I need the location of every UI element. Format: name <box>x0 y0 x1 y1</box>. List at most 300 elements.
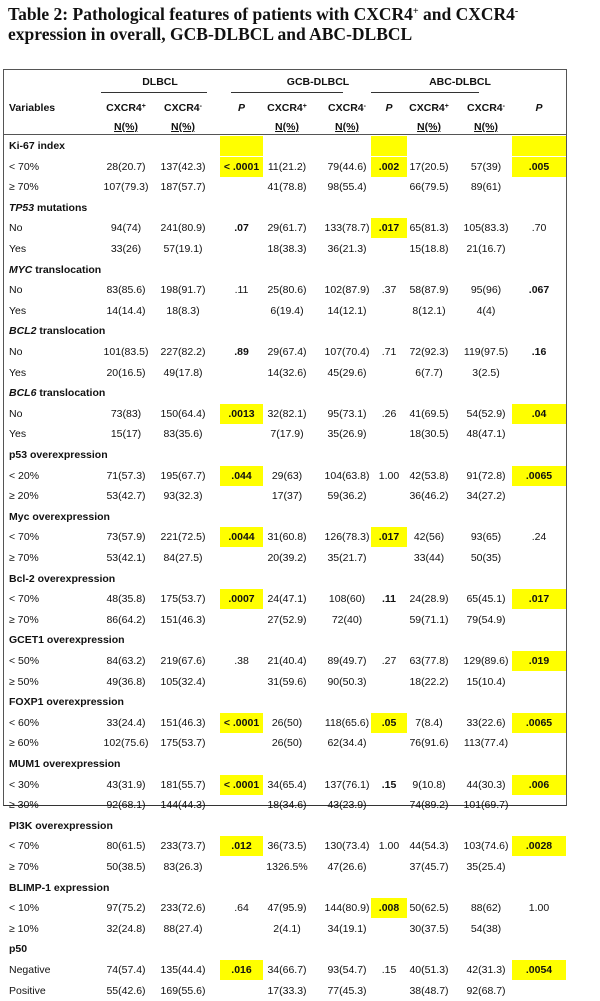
count-percent: 219(67.6) <box>160 655 206 667</box>
count-percent: 15(18.8) <box>409 243 449 255</box>
count-percent: 37(45.7) <box>409 861 449 873</box>
count-percent: 38(48.7) <box>409 984 449 997</box>
p-value: .0065 <box>512 466 566 486</box>
p-value <box>512 981 566 1001</box>
count-percent: 32(24.8) <box>106 922 146 935</box>
p-value <box>220 919 263 939</box>
p-value: .017 <box>512 589 566 609</box>
count-percent: 20(16.5) <box>106 366 146 379</box>
p-value: < .0001 <box>220 713 263 733</box>
count-percent: 169(55.6) <box>160 984 206 997</box>
count-percent: 18(34.6) <box>267 799 307 812</box>
count-percent: 86(64.2) <box>106 613 146 626</box>
row-label: ≥ 20% <box>9 490 39 503</box>
count-percent: 15(17) <box>110 428 142 441</box>
section-header-row <box>4 754 568 774</box>
count-percent: 41(78.8) <box>267 181 307 194</box>
p-value <box>512 672 566 692</box>
count-percent: 65(81.3) <box>409 222 449 235</box>
count-percent: 105(32.4) <box>160 675 206 688</box>
count-percent: 150(64.4) <box>160 407 206 420</box>
row-label: ≥ 50% <box>9 675 39 688</box>
count-percent: 175(53.7) <box>160 593 206 606</box>
p-value <box>512 177 566 197</box>
count-percent: 34(27.2) <box>466 490 506 503</box>
count-percent: 88(62) <box>470 902 502 915</box>
p-value <box>512 301 566 321</box>
count-percent: 83(26.3) <box>163 861 203 873</box>
section-header-row <box>4 198 568 218</box>
count-percent: 44(30.3) <box>466 778 506 791</box>
count-percent: 27(52.9) <box>267 613 307 626</box>
section-label: PI3K overexpression <box>9 819 113 832</box>
p-value: .0044 <box>220 527 263 547</box>
p-value <box>512 610 566 630</box>
count-percent: 144(44.3) <box>160 799 206 812</box>
header-gcb-p: P <box>385 102 393 114</box>
section-label: MYC translocation <box>9 263 102 276</box>
count-percent: 21(40.4) <box>267 655 307 667</box>
count-percent: 18(8.3) <box>166 304 200 317</box>
p-value: .012 <box>220 836 263 856</box>
count-percent: 79(54.9) <box>466 613 506 626</box>
count-percent: 89(49.7) <box>327 655 367 667</box>
count-percent: 25(80.6) <box>267 284 307 297</box>
count-percent: 102(87.9) <box>324 284 370 297</box>
p-value: .26 <box>381 407 397 420</box>
count-percent: 74(89.2) <box>409 799 449 812</box>
p-value: .07 <box>234 222 249 235</box>
count-percent: 105(83.3) <box>463 222 509 235</box>
count-percent: 48(35.8) <box>106 593 146 606</box>
p-value <box>512 239 566 259</box>
count-percent: 95(96) <box>470 284 502 297</box>
p-value: .70 <box>531 222 547 235</box>
count-percent: 11(21.2) <box>267 160 307 173</box>
p-value <box>220 733 263 753</box>
row-label: ≥ 70% <box>9 181 39 194</box>
count-percent: 104(63.8) <box>324 469 370 482</box>
p-value: .044 <box>220 466 263 486</box>
row-label: ≥ 30% <box>9 799 39 812</box>
count-percent: 84(27.5) <box>163 552 203 564</box>
row-label: Yes <box>9 428 27 441</box>
row-label: < 10% <box>9 902 40 915</box>
p-value <box>512 919 566 939</box>
table-row <box>4 157 568 177</box>
count-percent: 54(52.9) <box>466 407 506 420</box>
subheader-npct: N(%) <box>171 121 195 133</box>
count-percent: 93(32.3) <box>163 490 203 503</box>
p-value: .37 <box>381 284 397 297</box>
count-percent: 14(14.4) <box>106 304 146 317</box>
p-value-highlight <box>512 136 566 156</box>
count-percent: 241(80.9) <box>160 222 206 235</box>
count-percent: 29(63) <box>271 469 303 482</box>
p-value: .017 <box>371 527 407 547</box>
count-percent: 15(10.4) <box>466 675 506 688</box>
table-row <box>4 713 568 733</box>
count-percent: 4(4) <box>476 304 496 317</box>
p-value <box>220 301 263 321</box>
section-label: Bcl-2 overexpression <box>9 572 116 585</box>
count-percent: 108(60) <box>328 593 366 606</box>
row-label: < 60% <box>9 716 40 729</box>
count-percent: 198(91.7) <box>160 284 206 297</box>
p-value: < .0001 <box>220 775 263 795</box>
count-percent: 53(42.7) <box>106 490 146 503</box>
p-value: .008 <box>371 898 407 918</box>
count-percent: 6(7.7) <box>415 366 443 379</box>
count-percent: 55(42.6) <box>106 984 146 997</box>
row-label: ≥ 70% <box>9 613 39 626</box>
count-percent: 113(77.4) <box>463 737 509 750</box>
p-value: .16 <box>531 346 547 358</box>
count-percent: 29(61.7) <box>267 222 307 235</box>
table-row <box>4 836 568 856</box>
count-percent: 33(26) <box>110 243 142 255</box>
count-percent: 89(61) <box>470 181 502 194</box>
count-percent: 233(72.6) <box>160 902 206 915</box>
count-percent: 18(38.3) <box>267 243 307 255</box>
row-label: < 70% <box>9 840 40 853</box>
section-label: TP53 mutations <box>9 201 88 214</box>
count-percent: 84(63.2) <box>106 655 146 667</box>
p-value: .64 <box>234 902 249 915</box>
count-percent: 17(33.3) <box>267 984 307 997</box>
count-percent: 57(19.1) <box>163 243 203 255</box>
title-sup-minus: - <box>514 6 519 17</box>
section-label: FOXP1 overexpression <box>9 696 124 709</box>
table-row <box>4 301 568 321</box>
p-value: .11 <box>381 593 397 606</box>
count-percent: 35(21.7) <box>327 552 367 564</box>
count-percent: 80(61.5) <box>106 840 146 853</box>
section-label: BLIMP-1 expression <box>9 881 110 894</box>
section-label: Ki-67 index <box>9 140 66 152</box>
section-header-row <box>4 136 568 156</box>
p-value: .05 <box>371 713 407 733</box>
count-percent: 93(65) <box>470 531 502 544</box>
section-header-row <box>4 321 568 341</box>
p-value <box>220 857 263 877</box>
p-value <box>512 857 566 877</box>
table-row <box>4 589 568 609</box>
table-row <box>4 424 568 444</box>
count-percent: 26(50) <box>271 716 303 729</box>
table-row <box>4 466 568 486</box>
header-gcb-cxcr4-pos: CXCR4+ <box>267 102 307 114</box>
count-percent: 92(68.7) <box>466 984 506 997</box>
p-value: .71 <box>381 346 397 358</box>
count-percent: 18(22.2) <box>409 675 449 688</box>
subheader-npct: N(%) <box>474 121 498 133</box>
table-row <box>4 342 568 362</box>
count-percent: 107(79.3) <box>103 181 149 194</box>
count-percent: 6(19.4) <box>270 304 304 317</box>
row-label: < 20% <box>9 469 40 482</box>
count-percent: 95(73.1) <box>327 407 367 420</box>
table-row <box>4 177 568 197</box>
count-percent: 33(22.6) <box>466 716 506 729</box>
table-row <box>4 775 568 795</box>
p-value: .15 <box>381 778 397 791</box>
p-value <box>220 795 263 815</box>
count-percent: 34(65.4) <box>267 778 307 791</box>
count-percent: 36(46.2) <box>409 490 449 503</box>
count-percent: 20(39.2) <box>267 552 307 564</box>
p-value <box>220 981 263 1001</box>
subheader-npct: N(%) <box>335 121 359 133</box>
group-underline-dlbcl <box>101 92 207 93</box>
count-percent: 48(47.1) <box>466 428 506 441</box>
header-divider <box>4 134 566 135</box>
row-label: ≥ 60% <box>9 737 39 750</box>
title-text-suffix: expression in overall, GCB-DLBCL and ABC-DLBCL <box>8 24 413 44</box>
p-value <box>512 733 566 753</box>
count-percent: 76(91.6) <box>409 737 449 750</box>
count-percent: 181(55.7) <box>160 778 206 791</box>
table-row <box>4 857 568 877</box>
count-percent: 54(38) <box>470 922 502 935</box>
section-label: p50 <box>9 943 28 956</box>
p-value: .11 <box>234 284 249 297</box>
count-percent: 119(97.5) <box>463 346 509 358</box>
count-percent: 36(21.3) <box>327 243 367 255</box>
table-row <box>4 651 568 671</box>
count-percent: 92(68.1) <box>106 799 146 812</box>
count-percent: 79(44.6) <box>327 160 367 173</box>
header-dlbcl-cxcr4-pos: CXCR4+ <box>106 102 146 114</box>
p-value: .017 <box>371 218 407 238</box>
count-percent: 88(27.4) <box>163 922 203 935</box>
count-percent: 21(16.7) <box>466 243 506 255</box>
table-row <box>4 218 568 238</box>
count-percent: 74(57.4) <box>106 964 146 976</box>
count-percent: 7(8.4) <box>415 716 443 729</box>
p-value: .24 <box>531 531 547 544</box>
group-header-abc: ABC-DLBCL <box>429 76 491 88</box>
group-header-dlbcl: DLBCL <box>142 76 178 88</box>
p-value-highlight <box>371 136 407 156</box>
title-text: Table 2: Pathological features of patients with CXCR4 <box>8 4 413 24</box>
count-percent: 195(67.7) <box>160 469 206 482</box>
count-percent: 57(39) <box>470 160 502 173</box>
count-percent: 49(17.8) <box>163 366 203 379</box>
count-percent: 7(17.9) <box>270 428 304 441</box>
p-value <box>512 363 566 383</box>
count-percent: 227(82.2) <box>160 346 206 358</box>
count-percent: 8(12.1) <box>412 304 446 317</box>
section-header-row <box>4 445 568 465</box>
section-label: GCET1 overexpression <box>9 634 125 647</box>
p-value <box>220 177 263 197</box>
count-percent: 14(12.1) <box>327 304 367 317</box>
title-text-middle: and CXCR4 <box>418 4 515 24</box>
table-row <box>4 733 568 753</box>
section-header-row <box>4 692 568 712</box>
count-percent: 42(31.3) <box>466 964 506 976</box>
section-label: BCL6 translocation <box>9 387 106 400</box>
p-value <box>220 363 263 383</box>
count-percent: 9(10.8) <box>412 778 446 791</box>
table-title <box>8 4 598 44</box>
p-value: 1.00 <box>378 840 400 853</box>
p-value: .016 <box>220 960 263 980</box>
section-header-row <box>4 816 568 836</box>
count-percent: 73(57.9) <box>106 531 146 544</box>
table-row <box>4 960 568 980</box>
count-percent: 53(42.1) <box>106 552 146 564</box>
p-value <box>512 486 566 506</box>
table-row <box>4 486 568 506</box>
row-label: No <box>9 284 23 297</box>
row-label: Yes <box>9 243 27 255</box>
table-row <box>4 898 568 918</box>
count-percent: 42(56) <box>413 531 445 544</box>
count-percent: 72(40) <box>331 613 363 626</box>
p-value: .019 <box>512 651 566 671</box>
row-label: < 30% <box>9 778 40 791</box>
count-percent: 65(45.1) <box>466 593 506 606</box>
count-percent: 35(25.4) <box>466 861 506 873</box>
count-percent: 102(75.6) <box>103 737 149 750</box>
row-label: < 70% <box>9 593 40 606</box>
subheader-npct: N(%) <box>114 121 138 133</box>
subheader-npct: N(%) <box>417 121 441 133</box>
section-label: BCL2 translocation <box>9 325 106 338</box>
row-label: ≥ 70% <box>9 552 39 564</box>
table-row <box>4 548 568 568</box>
count-percent: 129(89.6) <box>463 655 509 667</box>
count-percent: 91(72.8) <box>466 469 506 482</box>
count-percent: 40(51.3) <box>409 964 449 976</box>
count-percent: 151(46.3) <box>160 613 206 626</box>
header-abc-cxcr4-pos: CXCR4+ <box>409 102 449 114</box>
header-dlbcl-p: P <box>237 102 245 114</box>
p-value-highlight <box>220 136 263 156</box>
header-abc-cxcr4-neg: CXCR4- <box>467 102 505 114</box>
table-row <box>4 795 568 815</box>
count-percent: 43(31.9) <box>106 778 146 791</box>
section-label: p53 overexpression <box>9 449 108 461</box>
count-percent: 31(60.8) <box>267 531 307 544</box>
count-percent: 126(78.3) <box>324 531 370 544</box>
count-percent: 101(83.5) <box>103 346 149 358</box>
section-header-row <box>4 878 568 898</box>
count-percent: 41(69.5) <box>409 407 449 420</box>
count-percent: 17(20.5) <box>409 160 449 173</box>
count-percent: 43(23.9) <box>327 799 367 812</box>
table-row <box>4 404 568 424</box>
count-percent: 50(38.5) <box>106 861 146 873</box>
count-percent: 34(66.7) <box>267 964 307 976</box>
table-row <box>4 672 568 692</box>
count-percent: 94(74) <box>110 222 142 235</box>
row-label: No <box>9 346 23 358</box>
count-percent: 137(76.1) <box>324 778 370 791</box>
row-label: < 70% <box>9 531 40 544</box>
count-percent: 59(71.1) <box>409 613 449 626</box>
count-percent: 33(24.4) <box>106 716 146 729</box>
section-header-row <box>4 260 568 280</box>
p-value: .89 <box>234 346 249 358</box>
p-value: .38 <box>234 655 249 667</box>
table-row <box>4 239 568 259</box>
p-value <box>220 672 263 692</box>
p-value: .067 <box>528 284 550 297</box>
p-value <box>512 548 566 568</box>
row-label: Yes <box>9 366 27 379</box>
count-percent: 26(50) <box>271 737 303 750</box>
count-percent: 71(57.3) <box>106 469 146 482</box>
count-percent: 133(78.7) <box>324 222 370 235</box>
count-percent: 175(53.7) <box>160 737 206 750</box>
count-percent: 151(46.3) <box>160 716 206 729</box>
row-label: No <box>9 407 23 420</box>
count-percent: 233(73.7) <box>160 840 206 853</box>
count-percent: 62(34.4) <box>327 737 367 750</box>
count-percent: 17(37) <box>271 490 303 503</box>
count-percent: 137(42.3) <box>160 160 206 173</box>
count-percent: 83(85.6) <box>106 284 146 297</box>
p-value: .0028 <box>512 836 566 856</box>
p-value <box>220 239 263 259</box>
table-row <box>4 919 568 939</box>
count-percent: 77(45.3) <box>327 984 367 997</box>
column-header-row <box>4 98 568 118</box>
header-dlbcl-cxcr4-neg: CXCR4- <box>164 102 202 114</box>
count-percent: 66(79.5) <box>409 181 449 194</box>
p-value <box>220 424 263 444</box>
row-label: No <box>9 222 23 235</box>
p-value: .27 <box>381 655 397 667</box>
row-label: ≥ 10% <box>9 922 39 935</box>
section-header-row <box>4 507 568 527</box>
count-percent: 130(73.4) <box>324 840 370 853</box>
count-percent: 24(47.1) <box>267 593 307 606</box>
count-percent: 24(28.9) <box>409 593 449 606</box>
p-value <box>220 486 263 506</box>
count-percent: 31(59.6) <box>267 675 307 688</box>
table-row <box>4 280 568 300</box>
section-header-row <box>4 939 568 959</box>
count-percent: 73(83) <box>110 407 142 420</box>
p-value: .15 <box>381 964 397 976</box>
count-percent: 63(77.8) <box>409 655 449 667</box>
p-value: 1.00 <box>528 902 550 915</box>
table-row <box>4 981 568 1001</box>
header-gcb-cxcr4-neg: CXCR4- <box>328 102 366 114</box>
count-percent: 187(57.7) <box>160 181 206 194</box>
p-value <box>220 610 263 630</box>
count-percent: 59(36.2) <box>327 490 367 503</box>
p-value: .0013 <box>220 404 263 424</box>
p-value: .005 <box>512 157 566 177</box>
p-value <box>220 548 263 568</box>
row-label: Positive <box>9 984 46 997</box>
count-percent: 144(80.9) <box>324 902 370 915</box>
section-label: MUM1 overexpression <box>9 758 121 770</box>
row-label: Negative <box>9 964 51 976</box>
count-percent: 44(54.3) <box>409 840 449 853</box>
count-percent: 32(82.1) <box>267 407 307 420</box>
title-sup-plus: + <box>412 6 419 17</box>
count-percent: 34(19.1) <box>327 922 367 935</box>
count-percent: 58(87.9) <box>409 284 449 297</box>
count-percent: 98(55.4) <box>327 181 367 194</box>
row-label: < 70% <box>9 160 40 173</box>
